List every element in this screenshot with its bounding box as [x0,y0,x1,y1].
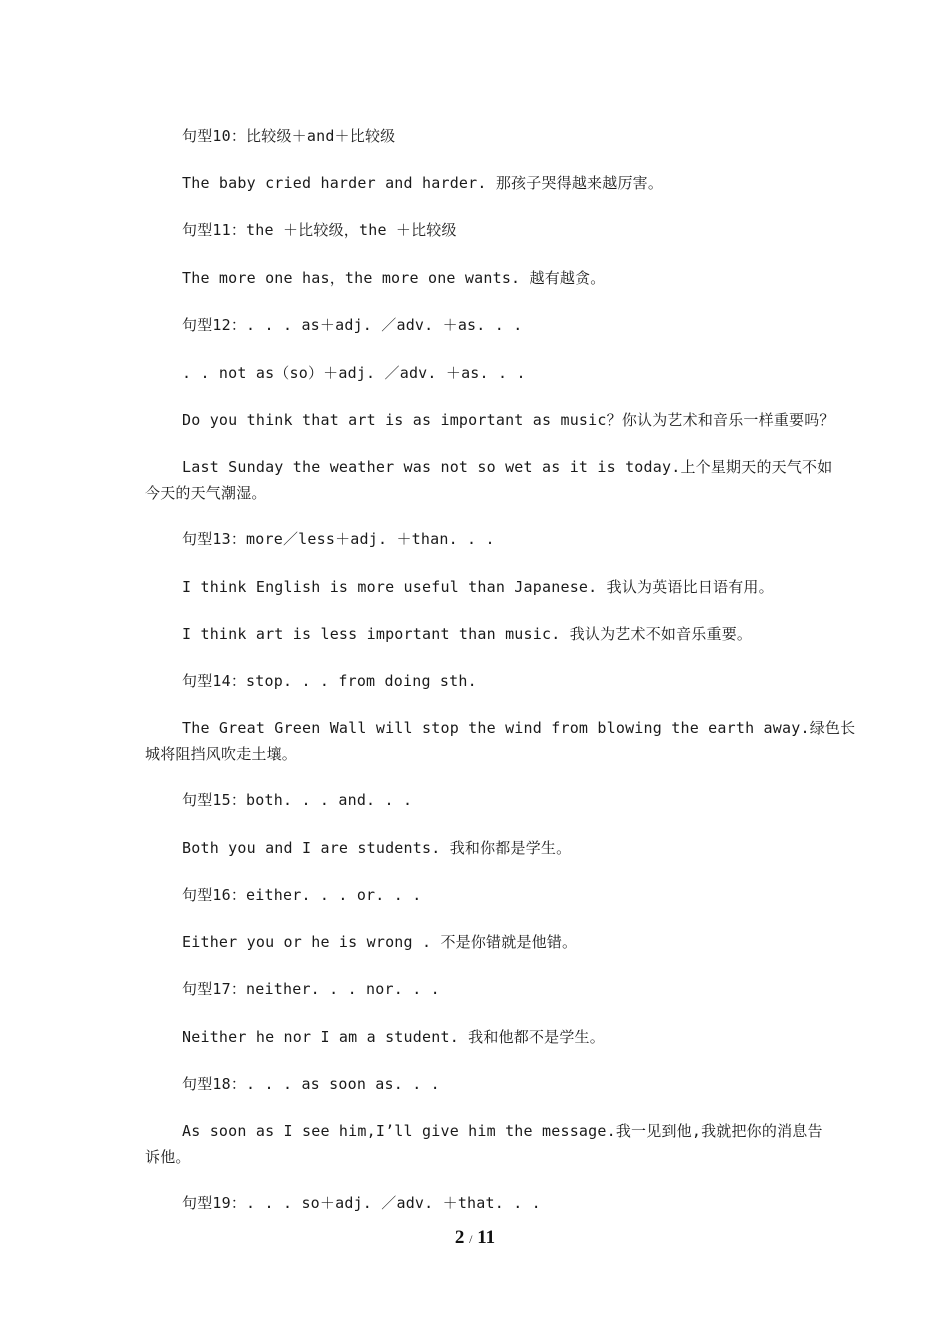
example-sentence: Last Sunday the weather was not so wet as it is today.上个星期天的天气不如 [182,458,833,476]
example-sentence: I think art is less important than music. 我认为艺术不如音乐重要。 [182,625,753,643]
example-sentence-continued: 城将阻挡风吹走土壤。 [145,745,298,763]
heading-pattern-18: 句型18：. . . as soon as. . . [182,1075,440,1093]
example-sentence: Either you or he is wrong . 不是你错就是他错。 [182,933,578,951]
heading-pattern-12: 句型12：. . . as＋adj. ／adv. ＋as. . . [182,316,523,334]
example-sentence-continued: 今天的天气潮湿。 [145,484,267,502]
example-sentence: The more one has，the more one wants. 越有越贪。 [182,269,606,287]
example-sentence: The baby cried harder and harder. 那孩子哭得越来越厉害。 [182,174,664,192]
current-page: 2 [454,1227,465,1248]
heading-pattern-11: 句型11：the ＋比较级，the ＋比较级 [182,221,457,239]
example-sentence: I think English is more useful than Japanese. 我认为英语比日语有用。 [182,578,774,596]
total-pages: 11 [477,1227,496,1248]
example-sentence: Both you and I are students. 我和你都是学生。 [182,839,572,857]
example-sentence: As soon as I see him,I’ll give him the message.我一见到他,我就把你的消息告 [182,1122,823,1140]
example-sentence: The Great Green Wall will stop the wind from blowing the earth away.绿色长 [182,719,856,737]
page-number [0,1227,950,1249]
page-separator: / [469,1232,473,1246]
heading-pattern-13: 句型13：more／less＋adj. ＋than. . . [182,530,495,548]
heading-pattern-15: 句型15：both. . . and. . . [182,791,413,809]
example-sentence: Neither he nor I am a student. 我和他都不是学生。 [182,1028,605,1046]
pattern-variant: . . not as（so）＋adj. ／adv. ＋as. . . [182,364,526,382]
heading-pattern-14: 句型14：stop. . . from doing sth. [182,672,477,690]
heading-pattern-16: 句型16：either. . . or. . . [182,886,422,904]
heading-pattern-19: 句型19：. . . so＋adj. ／adv. ＋that. . . [182,1194,541,1212]
heading-pattern-10: 句型10：比较级＋and＋比较级 [182,127,396,145]
example-sentence-continued: 诉他。 [145,1148,191,1166]
example-sentence: Do you think that art is as important as music？你认为艺术和音乐一样重要吗？ [182,411,835,429]
heading-pattern-17: 句型17：neither. . . nor. . . [182,980,440,998]
